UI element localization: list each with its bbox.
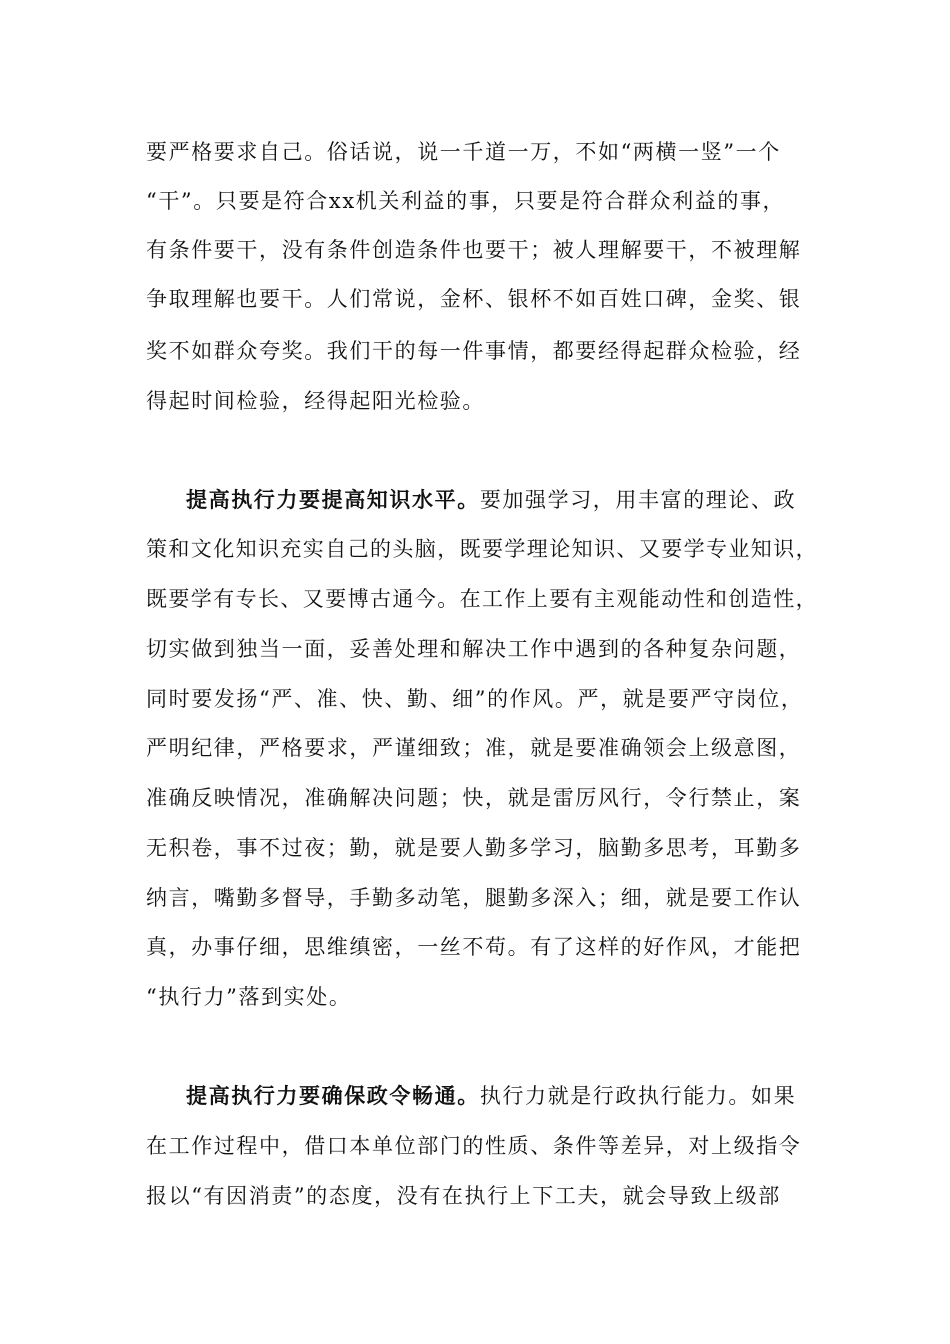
text-line: 在工作过程中，借口本单位部门的性质、条件等差异，对上级指令 bbox=[146, 1134, 802, 1158]
text-line: 切实做到独当一面，妥善处理和解决工作中遇到的各种复杂问题， bbox=[146, 637, 802, 661]
text-line: 奖不如群众夸奖。我们干的每一件事情，都要经得起群众检验，经 bbox=[146, 339, 802, 363]
text-line: 同时要发扬“严、准、快、勤、细”的作风。严，就是要严守岗位， bbox=[146, 687, 804, 711]
paragraph-text: 执行力就是行政执行能力。如果 bbox=[479, 1084, 797, 1108]
text-line: 无积卷，事不过夜；勤，就是要人勤多学习，脑勤多思考，耳勤多 bbox=[146, 836, 802, 860]
paragraph-first-line bbox=[186, 485, 796, 515]
text-line: 准确反映情况，准确解决问题；快，就是雷厉风行，令行禁止，案 bbox=[146, 786, 802, 810]
text-line: 策和文化知识充实自己的头脑，既要学理论知识、又要学专业知识， bbox=[146, 537, 818, 561]
text-line: 得起时间检验，经得起阳光检验。 bbox=[146, 389, 485, 413]
paragraph-text: 要加强学习，用丰富的理论、政 bbox=[479, 488, 797, 512]
text-line: “执行力”落到实处。 bbox=[146, 985, 352, 1009]
paragraph-first-line bbox=[186, 1081, 796, 1111]
text-line: “干”。只要是符合xx机关利益的事，只要是符合群众利益的事， bbox=[146, 189, 786, 213]
text-line: 纳言，嘴勤多督导，手勤多动笔，腿勤多深入；细，就是要工作认 bbox=[146, 886, 802, 910]
text-line: 既要学有专长、又要博古通今。在工作上要有主观能动性和创造性， bbox=[146, 587, 818, 611]
paragraph-heading: 提高执行力要确保政令畅通。 bbox=[186, 1083, 480, 1108]
text-line: 严明纪律，严格要求，严谨细致；准，就是要准确领会上级意图， bbox=[146, 736, 802, 760]
text-line: 有条件要干，没有条件创造条件也要干；被人理解要干，不被理解 bbox=[146, 238, 802, 262]
text-line: 报以“有因消责”的态度，没有在执行上下工夫，就会导致上级部 bbox=[146, 1184, 781, 1208]
text-line: 真，办事仔细，思维缜密，一丝不苟。有了这样的好作风，才能把 bbox=[146, 935, 802, 959]
text-line: 要严格要求自己。俗话说，说一千道一万，不如“两横一竖”一个 bbox=[146, 140, 781, 164]
paragraph-heading: 提高执行力要提高知识水平。 bbox=[186, 487, 480, 512]
text-line: 争取理解也要干。人们常说，金杯、银杯不如百姓口碑，金奖、银 bbox=[146, 287, 802, 311]
